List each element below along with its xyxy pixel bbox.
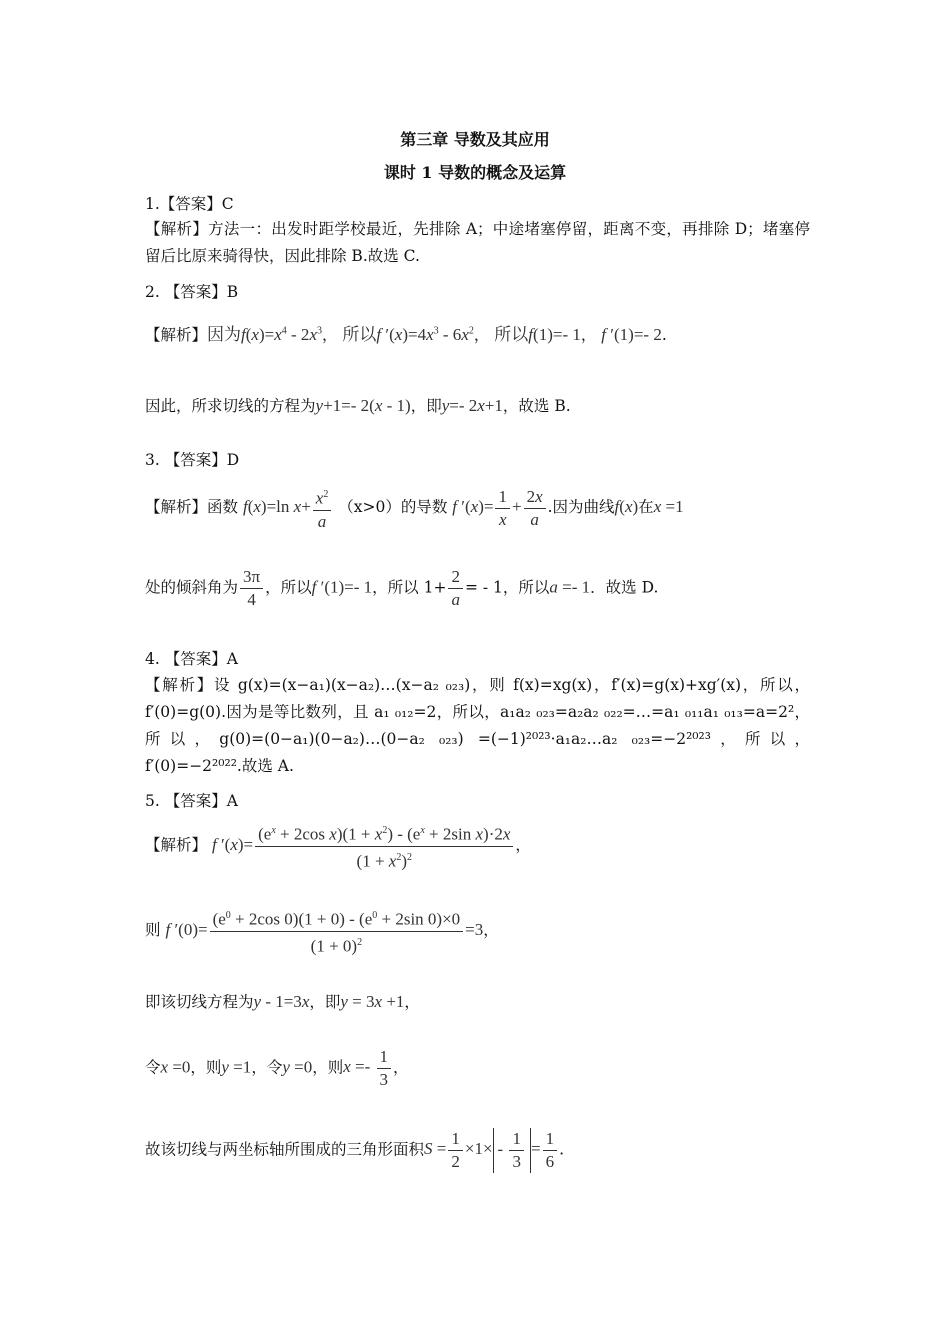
chapter-title: 第三章 导数及其应用 — [400, 130, 550, 149]
q3-analysis-line1 — [145, 484, 684, 533]
q3-condition: （x>0）的导数 — [338, 498, 448, 517]
q5-label: 【解析】 — [145, 836, 208, 855]
q5-then: 则 — [145, 921, 161, 940]
q5-tangent-line: 即该切线方程为y - 1=3x，即y = 3x +1， — [145, 992, 420, 1011]
q5-tangent-simplified: y = 3x +1 — [340, 992, 405, 1011]
q2-conclusion-post: ，故选 B. — [502, 397, 571, 415]
q2-reason2: 所以 — [342, 325, 377, 344]
q2-tangent-simplified: y=- 2x+1 — [441, 396, 503, 415]
q5-derivative-formula: f ′(x)= $\frac{(e^x + 2\cos x)(1 + x^2) - (e^x + 2\sin x)\cdot 2x}{(1 + x^2)^2}$ — [212, 835, 515, 854]
q2-conclusion-mid: ，即 — [410, 397, 442, 415]
q5-let-then1: ，则 — [190, 1058, 222, 1077]
q3-mid: .因为曲线 — [547, 498, 615, 517]
q2-formula-f: $f(x)=x^4 - 2x^3$ — [241, 325, 322, 344]
q5-tangent-pre: 即该切线方程为 — [145, 993, 254, 1011]
q1-analysis: 【解析】方法一：出发时距学校最近，先排除 A；中途堵塞停留，距离不变，再排除 D；堵塞停留后比原来骑得快，因此排除 B.故选 C. — [145, 220, 810, 265]
q2-reason1: 因为 — [207, 325, 242, 344]
q3-a-value: a =- 1 — [549, 577, 591, 597]
q5-tangent-mid: ，即 — [309, 993, 341, 1011]
q5-y-equals-1: y =1 — [221, 1057, 252, 1077]
q1-answer: 1.【答案】C — [145, 195, 234, 213]
q2-conclusion — [145, 394, 571, 416]
lesson-title: 课时 1 导数的概念及运算 — [383, 163, 567, 182]
q2-conclusion-pre: 因此，所求切线的方程为 — [145, 397, 316, 415]
q2-formula-fprime: f $'(x)=4x^3 - 6x^2$ — [376, 325, 474, 344]
q3-curve-f: f(x) — [614, 497, 639, 517]
q2-answer: 2. 【答案】B — [145, 283, 239, 301]
q4-analysis: 【解析】设 g(x)=(x−a₁)(x−a₂)…(x−a₂ ₀₂₃)，则 f(x)=xg(x)，f′(x)=g(x)+xg′(x)，所以，f′(0)=g(0).因为是等比数列，且 a₁ ₀₁₂=2，所以，a₁a₂ ₀₂₃=a₂a₂ ₀₂₂=…=a₁ ₀₁₁a₁ ₀₁₃=a=2²，所以，g(0)=(0−a₁)(0−a₂)…(0−a₂ ₀₂₃) =(−1)²⁰²³·a₁a₂…a₂ ₀₂₃=−2²⁰²³，所以，f′(0)=−2²⁰²².故选 A. — [145, 676, 810, 775]
q5-f0-formula: f ′(0)= $\frac{(e^0 + 2\cos 0)(1 + 0) - (e^0 + 2\sin 0)\times 0}{(1 + 0)^2}$ =3 — [165, 920, 483, 939]
q4-answer: 4. 【答案】A — [145, 650, 238, 668]
q5-x-equals-0: x =0 — [160, 1057, 191, 1077]
q3-angle-3pi-over-4: $\frac{3\pi}{4}$ — [240, 566, 263, 611]
q2-formula-fprime1: f ′(1)=- 2 — [601, 325, 662, 344]
q5-answer: 5. 【答案】A — [145, 792, 238, 810]
q3-label: 【解析】函数 — [145, 498, 239, 517]
q5-f0-line: 则 f ′(0)= $\frac{(e^0 + 2\cos 0)(1 + 0) - (e^0 + 2\sin 0)\times 0}{(1 + 0)^2}$ =3， — [145, 905, 499, 957]
q5-area-pre: 故该切线与两坐标轴所围成的三角形面积 — [145, 1140, 425, 1159]
q5-area-formula: S = $\frac{1}{2}$ ×1× - $\frac{1}{3}$ = $\frac{1}{6}$ — [424, 1139, 559, 1158]
q3-answer: 3. 【答案】D — [145, 451, 240, 469]
q2-formula-f1: f(1)=- 1 — [528, 325, 581, 344]
q2-analysis: 【解析】因为$f(x)=x^4 - 2x^3$， 所以f $'(x)=4x^3 - 6x^2$， 所以f(1)=- 1， f ′(1)=- 2. — [145, 325, 667, 344]
q5-x-intercept: x =- $\frac{1}{3}$ — [343, 1057, 393, 1076]
q5-derivative-line: 【解析】 f ′(x)= $\frac{(e^x + 2\cos x)(1 + x^2) - (e^x + 2\sin x)\cdot 2x}{(1 + x^2)^2}$ ， — [145, 820, 531, 872]
q3-so3: = - 1，所以 — [464, 578, 550, 597]
q2-reason3: 所以 — [494, 325, 529, 344]
q3-end: ．故选 D. — [590, 578, 659, 597]
q3-so2: ，所以 1+ — [372, 578, 447, 597]
q2-label: 【解析】 — [145, 326, 208, 344]
q5-intercepts-line: 令x =0，则y =1，令y =0，则x =- $\frac{1}{3}$ ， — [145, 1047, 409, 1089]
q3-derivative-formula: f ′(x)= $\frac{1}{x}$ + $\frac{2x}{a}$ — [452, 497, 547, 516]
q3-function-formula: f(x)=ln x+ $\frac{x^2}{a}$ — [243, 497, 333, 516]
q5-area-line: 故该切线与两坐标轴所围成的三角形面积S = $\frac{1}{2}$ ×1× - $\frac{1}{3}$ = $\frac{1}{6}$ . — [145, 1129, 564, 1171]
q5-tangent-formula: y - 1=3x — [253, 992, 310, 1011]
q5-let-then2: ，则 — [312, 1058, 344, 1077]
q3-2-over-a: $\frac{2}{a}$ — [448, 566, 463, 611]
q3-line2-pre: 处的倾斜角为 — [145, 578, 239, 597]
q3-fprime1: f ′(1)=- 1 — [311, 577, 373, 597]
q5-let1: 令 — [145, 1058, 161, 1077]
q3-x-equals-1: x =1 — [653, 497, 684, 517]
q3-at: 在 — [638, 498, 654, 517]
q3-so1: ，所以 — [265, 578, 312, 597]
q2-tangent-formula: y+1=- 2(x - 1) — [315, 396, 411, 415]
q3-analysis-line2 — [145, 566, 658, 611]
q5-let2: ，令 — [251, 1058, 283, 1077]
q5-y-equals-0: y =0 — [282, 1057, 313, 1077]
